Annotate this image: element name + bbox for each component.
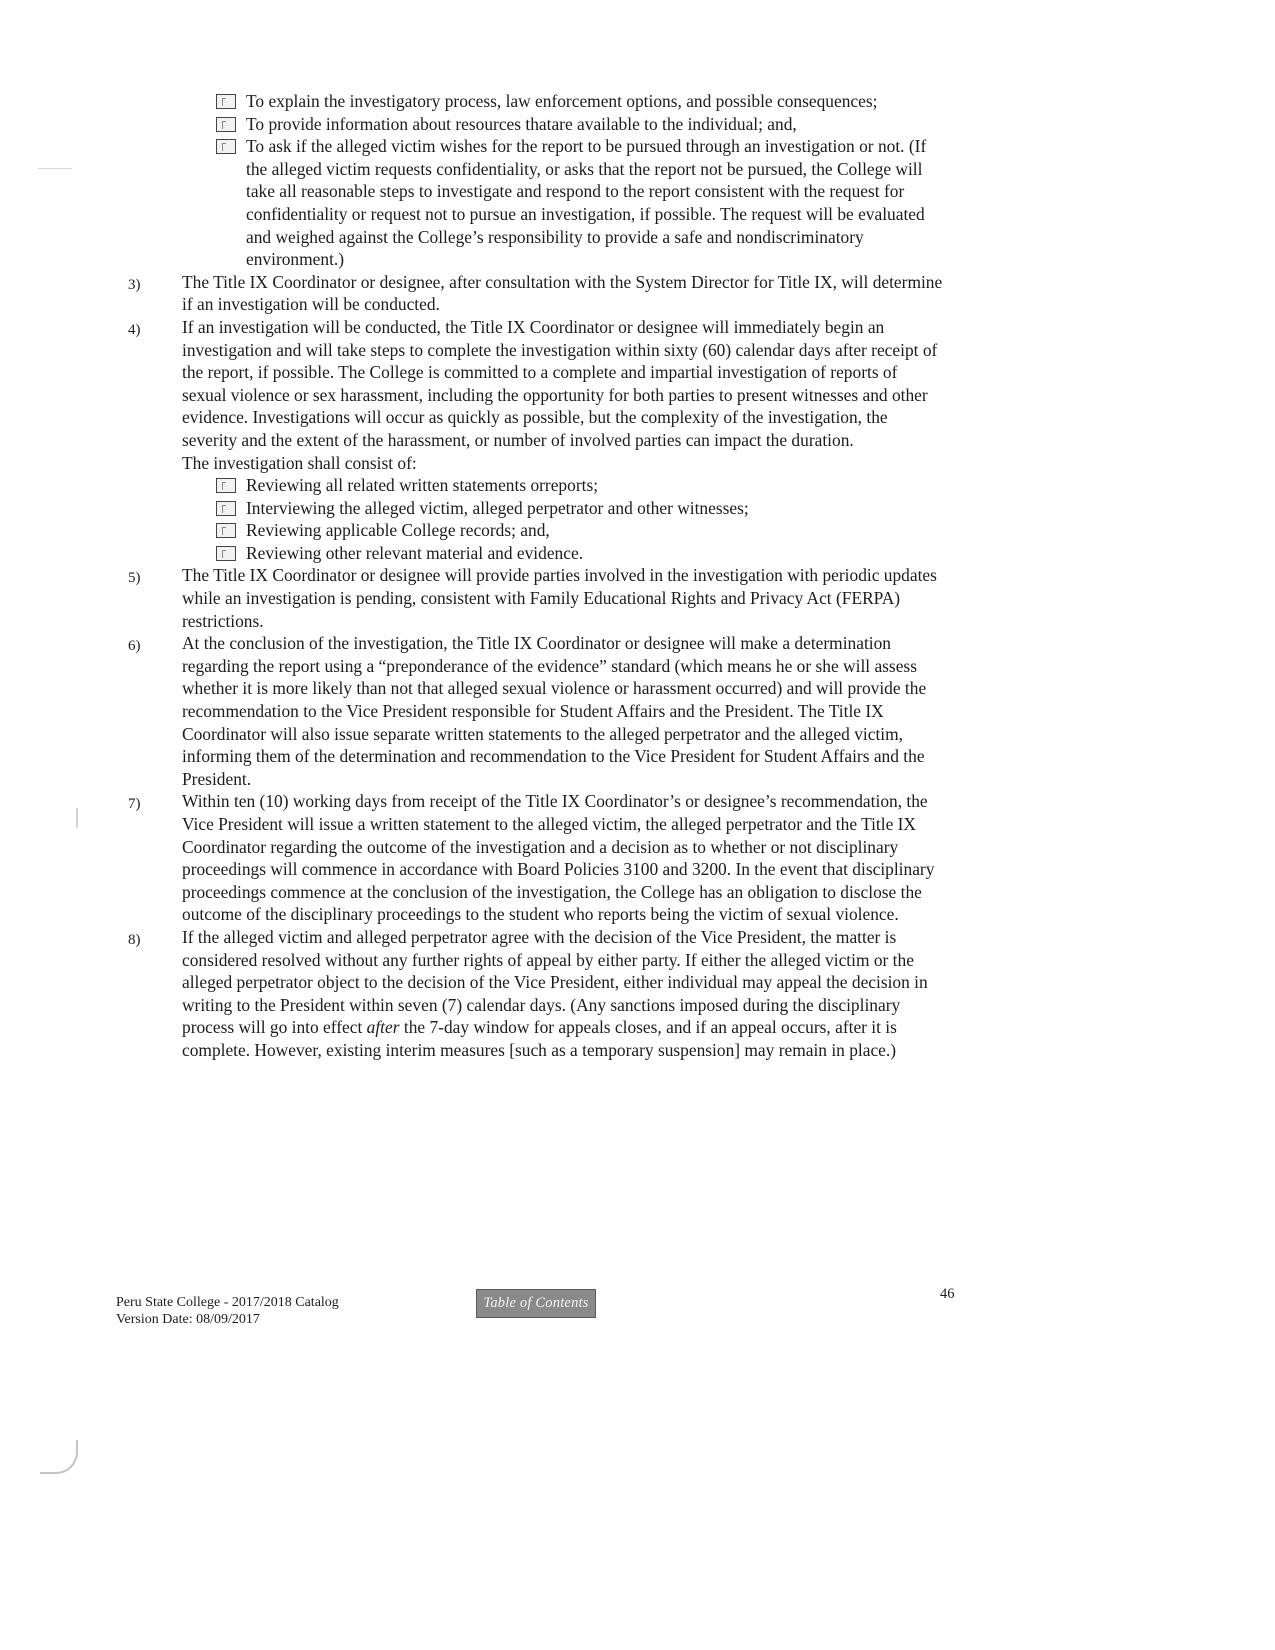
item-text: The Title IX Coordinator or designee, after consultation with the System Director for Title IX, will determine if an investigation will be conducted. [182, 271, 943, 315]
item-text [182, 926, 946, 1062]
footer-catalog-info [116, 1294, 339, 1328]
numbered-item-4 [126, 316, 946, 565]
emphasis-text: after [366, 1017, 400, 1038]
list-item [216, 135, 946, 271]
list-item [216, 519, 946, 542]
scan-mark [38, 168, 72, 169]
item-body [182, 316, 946, 565]
numbered-item-8 [126, 926, 946, 1062]
item-text-part: the 7-day window for appeals closes, and if an appeal occurs, after it is complete. However, existing interim measures [such as a temporary suspension] may remain in place.) [182, 1017, 897, 1060]
list-item [216, 113, 946, 136]
table-of-contents-button[interactable]: Table of Contents [476, 1289, 596, 1318]
checkbox-bullet-icon [216, 478, 236, 493]
checkbox-bullet-icon [216, 501, 236, 516]
item-text: If an investigation will be conducted, the Title IX Coordinator or designee will immediately begin an investigation and will take steps to complete the investigation within sixty (60) calendar days after receipt of the report, if possible. The College is committed to a complete and impartial investigation of reports of sexual violence or sex harassment, including the opportunity for both parties to present witnesses and other evidence. Investigations will occur as quickly as possible, but the complexity of the investigation, the severity and the extent of the harassment, or number of involved parties can impact the duration. [182, 316, 938, 450]
item-number: 7) [128, 796, 141, 813]
item-number: 6) [128, 638, 141, 655]
item-number: 4) [128, 321, 141, 338]
item-text: At the conclusion of the investigation, the Title IX Coordinator or designee will make a determination regarding the report using a “preponderance of the evidence” standard (which means he or she will assess whether it is more likely than not that alleged sexual violence or harassment occurred) and will provide the recommendation to the Vice President responsible for Student Affairs and the President. The Title IX Coordinator will also issue separate written statements to the alleged perpetrator and the alleged victim, informing them of the determination and recommendation to the Vice President for Student Affairs and the President. [182, 633, 927, 789]
item-number: 8) [128, 931, 141, 948]
item-number: 3) [128, 276, 141, 293]
item-text: Within ten (10) working days from receipt of the Title IX Coordinator’s or designee’s recommendation, the Vice President will issue a written statement to the alleged victim, the alleged perpetrator and the Title IX Coordinator regarding the outcome of the investigation and a decision as to whether or not disciplinary proceedings will commence in accordance with Board Policies 3100 and 3200. In the event that disciplinary proceedings commence at the conclusion of the investigation, the College has an obligation to disclose the outcome of the disciplinary proceedings to the student who reports being the victim of sexual violence. [182, 791, 935, 925]
checkbox-bullet-icon [216, 94, 236, 109]
page-number: 46 [940, 1286, 955, 1302]
numbered-item-6 [126, 632, 946, 790]
list-item-text: Reviewing all related written statements orreports; [246, 475, 599, 496]
item-text-part: If the alleged victim and alleged perpetrator agree with the decision of the Vice President, the matter is considered resolved without any further rights of appeal by either party. If either the alleged victim or the alleged perpetrator object to the decision of the Vice President, either individual may appeal the decision in writing to the President within seven (7) calendar days. (Any sanctions imposed during the disciplinary process will go into effect [182, 926, 928, 1038]
numbered-item-7 [126, 790, 946, 926]
item-text: The Title IX Coordinator or designee will provide parties involved in the investigation with periodic updates while an investigation is pending, consistent with Family Educational Rights and Privacy Act (FERPA) restrictions. [182, 565, 937, 631]
scan-mark [40, 1440, 78, 1474]
catalog-title: Peru State College - 2017/2018 Catalog [116, 1295, 339, 1310]
contact-purpose-list [216, 90, 946, 271]
investigation-consist-label: The investigation shall consist of: [182, 452, 417, 473]
list-item-text: To ask if the alleged victim wishes for the report to be pursued through an investigation or not. (If the alleged victim requests confidentiality, or asks that the report not be pursued, the College will take all reasonable steps to investigate and respond to the report consistent with the request for confidentiality or request not to pursue an investigation, if possible. The request will be evaluated and weighed against the College’s responsibility to provide a safe and nondiscriminatory environment.) [246, 136, 927, 270]
checkbox-bullet-icon [216, 546, 236, 561]
list-item-text: Interviewing the alleged victim, alleged perpetrator and other witnesses; [246, 497, 749, 518]
checkbox-bullet-icon [216, 523, 236, 538]
investigation-steps-list [216, 474, 946, 564]
scan-mark [76, 808, 78, 828]
list-item-text: To provide information about resources thatare available to the individual; and, [246, 113, 797, 134]
list-item [216, 542, 946, 565]
document-body [126, 90, 946, 1062]
numbered-item-3 [126, 271, 946, 316]
checkbox-bullet-icon [216, 139, 236, 154]
list-item-text: To explain the investigatory process, law enforcement options, and possible consequences; [246, 91, 878, 111]
list-item-text: Reviewing applicable College records; and, [246, 520, 550, 541]
checkbox-bullet-icon [216, 117, 236, 132]
list-item [216, 90, 946, 113]
version-date: Version Date: 08/09/2017 [116, 1312, 260, 1327]
list-item-text: Reviewing other relevant material and evidence. [246, 542, 584, 563]
item-number: 5) [128, 570, 141, 587]
list-item [216, 497, 946, 520]
numbered-item-5 [126, 564, 946, 632]
list-item [216, 474, 946, 497]
